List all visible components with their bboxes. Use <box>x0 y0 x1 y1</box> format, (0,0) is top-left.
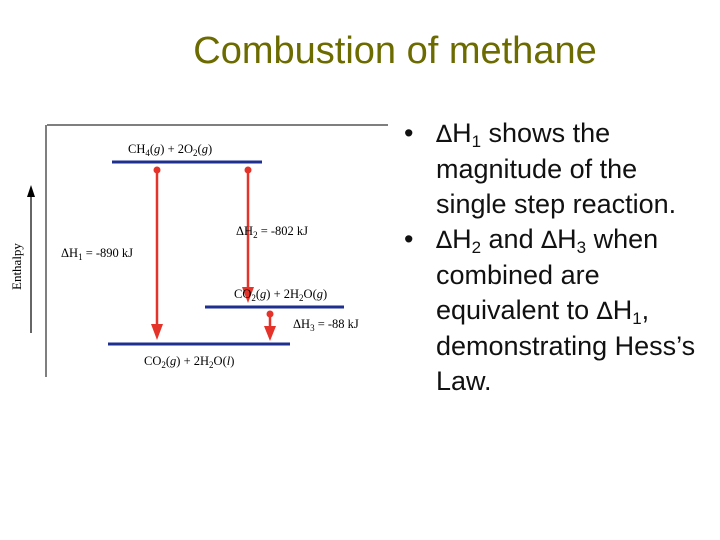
enthalpy-symbol: H <box>557 224 577 254</box>
bullet-list <box>402 116 712 399</box>
delta-h1-label: $\Delta H_1 = -890$ kJ <box>61 246 134 262</box>
bullet-dot: • <box>404 224 414 254</box>
delta-symbol: ∆ <box>436 226 453 254</box>
delta-symbol: ∆ <box>541 226 558 254</box>
enthalpy-diagram <box>0 115 390 390</box>
enthalpy-symbol: H <box>452 224 472 254</box>
subscript: 3 <box>576 238 587 257</box>
bullet-dot: • <box>404 118 414 148</box>
enthalpy-symbol: H <box>452 118 472 148</box>
level-top-label: $CH_4(g) + 2O_2(g)$ <box>128 142 213 158</box>
bullet-item-1 <box>402 116 712 222</box>
bullet-text: and <box>481 224 542 254</box>
bullet-text: , demonstrating Hess’s Law. <box>436 295 696 396</box>
enthalpy-symbol: H <box>612 295 633 325</box>
delta-symbol: ∆ <box>436 120 453 148</box>
slide-title: Combustion of methane <box>193 30 597 72</box>
arrow-h3-head <box>264 326 276 341</box>
level-bottom-label: $CO_2(g) + 2H_2O(l)$ <box>144 354 235 370</box>
delta-h3-label: $\Delta H_3 = -88$ kJ <box>293 317 359 333</box>
subscript: 2 <box>471 238 482 257</box>
enthalpy-axis-label: Enthalpy <box>9 243 24 290</box>
bullet-item-2 <box>402 222 712 399</box>
arrow-h1-head <box>151 324 163 340</box>
subscript: 1 <box>632 309 642 328</box>
level-middle-label: $CO_2(g) + 2H_2O(g)$ <box>234 287 328 303</box>
bullet-text: when combined are equivalent to <box>436 224 659 325</box>
bullet-text: shows the magnitude of the single step reaction. <box>436 118 677 219</box>
delta-h2-label: $\Delta H_2 = -802$ kJ <box>236 224 309 240</box>
subscript: 1 <box>471 132 482 151</box>
enthalpy-axis-arrowhead <box>27 185 35 197</box>
delta-symbol: ∆ <box>596 297 613 325</box>
